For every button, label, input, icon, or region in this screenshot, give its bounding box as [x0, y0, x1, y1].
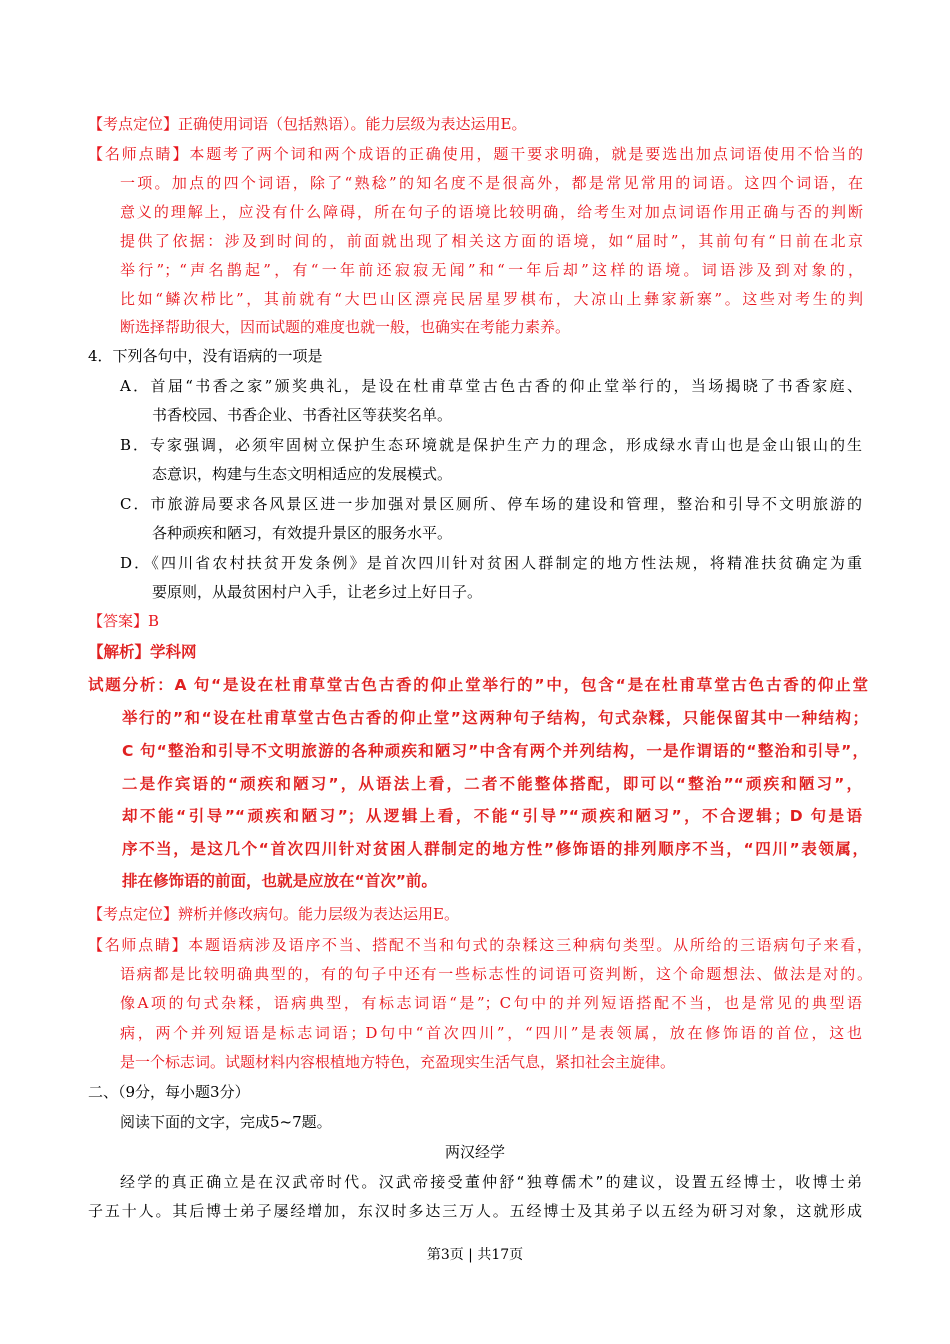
text-line: 举行的”和“设在杜甫草堂古色古香的仰止堂”这两种句子结构，句式杂糅，只能保留其中一种结构； — [122, 709, 868, 727]
text-line: 各种顽疾和陋习，有效提升景区的服务水平。 — [152, 524, 453, 542]
option-a: A．首届“书香之家”颁奖典礼，是设在杜甫草堂古色古香的仰止堂举行的，当场揭晓了书香家庭、 — [120, 377, 862, 395]
article-paragraph: 经学的真正确立是在汉武帝时代。汉武帝接受董仲舒“独尊儒术”的建议，设置五经博士，收博士弟 — [120, 1173, 862, 1191]
text-line: 举行”；“声名鹊起”，有“一年前还寂寂无闻”和“一年后却”这样的语境。词语涉及到对象的， — [120, 261, 863, 279]
text-line: 病，两个并列短语是标志词语；D句中“首次四川”，“四川”是表领属，放在修饰语的首位，这也 — [120, 1024, 862, 1042]
text-line: 断选择帮助很大，因而试题的难度也就一般，也确实在考能力素养。 — [120, 318, 571, 336]
text-line: 二是作宾语的“顽疾和陋习”，从语法上看，二者不能整体搭配，即可以“整治”“顽疾和陋习”， — [122, 775, 862, 793]
article-title: 两汉经学 — [444, 1143, 505, 1161]
question-4-stem: 4．下列各句中，没有语病的一项是 — [88, 347, 323, 365]
answer: 【答案】B — [88, 612, 160, 630]
teacher-comment-2: 【名师点睛】本题语病涉及语序不当、搭配不当和句式的杂糅这三种病句类型。从所给的三语病句子来看， — [88, 936, 872, 954]
text-line: 子五十人。其后博士弟子屡经增加，东汉时多达三万人。五经博士及其弟子以五经为研习对象，这就形成 — [88, 1202, 862, 1220]
text-line: 书香校园、书香企业、书香社区等获奖名单。 — [152, 406, 453, 424]
text-line: 排在修饰语的前面，也就是应放在“首次”前。 — [122, 872, 437, 890]
text-line: 却不能“引导”“顽疾和陋习”；从逻辑上看，不能“引导”“顽疾和陋习”，不合逻辑；D 句是语 — [122, 807, 862, 825]
text-line: 要原则，从最贫困村户入手，让老乡过上好日子。 — [152, 583, 483, 601]
text-line: 一项。加点的四个词语，除了“熟稔”的知名度不是很高外，都是常见常用的词语。这四个词语，在 — [120, 174, 863, 192]
text-line: 是一个标志词。试题材料内容根植地方特色，充盈现实生活气息，紧扣社会主旋律。 — [120, 1053, 676, 1071]
reading-instruction: 阅读下面的文字，完成5~7题。 — [120, 1113, 332, 1131]
text-line: C 句“整治和引导不文明旅游的各种顽疾和陋习”中含有两个并列结构，一是作谓语的“整治和引导”， — [122, 742, 868, 760]
text-line: 语病都是比较明确典型的，有的句子中还有一些标志性的词语可资判断，这个命题想法、做法是对的。 — [120, 965, 872, 983]
exam-point-2: 【考点定位】辨析并修改病句。能力层级为表达运用E。 — [88, 905, 459, 923]
analysis-text: 试题分析：A 句“是设在杜甫草堂古色古香的仰止堂举行的”中，包含“是在杜甫草堂古色古香的仰止堂 — [88, 676, 868, 694]
option-c: C．市旅游局要求各风景区进一步加强对景区厕所、停车场的建设和管理，整治和引导不文明旅游的 — [120, 495, 862, 513]
text-line: 提供了依据：涉及到时间的，前面就出现了相关这方面的语境，如“届时”，其前句有“日前在北京 — [120, 232, 863, 250]
analysis-heading: 【解析】学科网 — [88, 643, 197, 661]
text-line: 比如“鳞次栉比”，其前就有“大巴山区漂亮民居星罗棋布，大凉山上彝家新寨”。这些对考生的判 — [120, 290, 863, 308]
text-line: 态意识，构建与生态文明相适应的发展模式。 — [152, 465, 453, 483]
text-line: 序不当，是这几个“首次四川针对贫困人群制定的地方性”修饰语的排列顺序不当，“四川”表领属， — [122, 840, 868, 858]
text-line: 像A项的句式杂糅，语病典型，有标志词语“是”；C句中的并列短语搭配不当，也是常见的典型语 — [120, 994, 862, 1012]
exam-point-1: 【考点定位】正确使用词语（包括熟语）。能力层级为表达运用E。 — [88, 115, 527, 133]
option-b: B．专家强调，必须牢固树立保护生态环境就是保护生产力的理念，形成绿水青山也是金山银山的生 — [120, 436, 862, 454]
text-line: 意义的理解上，应没有什么障碍，所在句子的语境比较明确，给考生对加点词语作用正确与否的判断 — [120, 203, 863, 221]
option-d: D．《四川省农村扶贫开发条例》是首次四川针对贫困人群制定的地方性法规，将精准扶贫确定为重 — [120, 554, 862, 572]
page-footer: 第3页 | 共17页 — [426, 1247, 524, 1263]
teacher-comment-1: 【名师点睛】本题考了两个词和两个成语的正确使用，题干要求明确，就是要选出加点词语使用不恰当的 — [88, 145, 863, 163]
section-2-heading: 二、（9分，每小题3分） — [88, 1083, 250, 1101]
